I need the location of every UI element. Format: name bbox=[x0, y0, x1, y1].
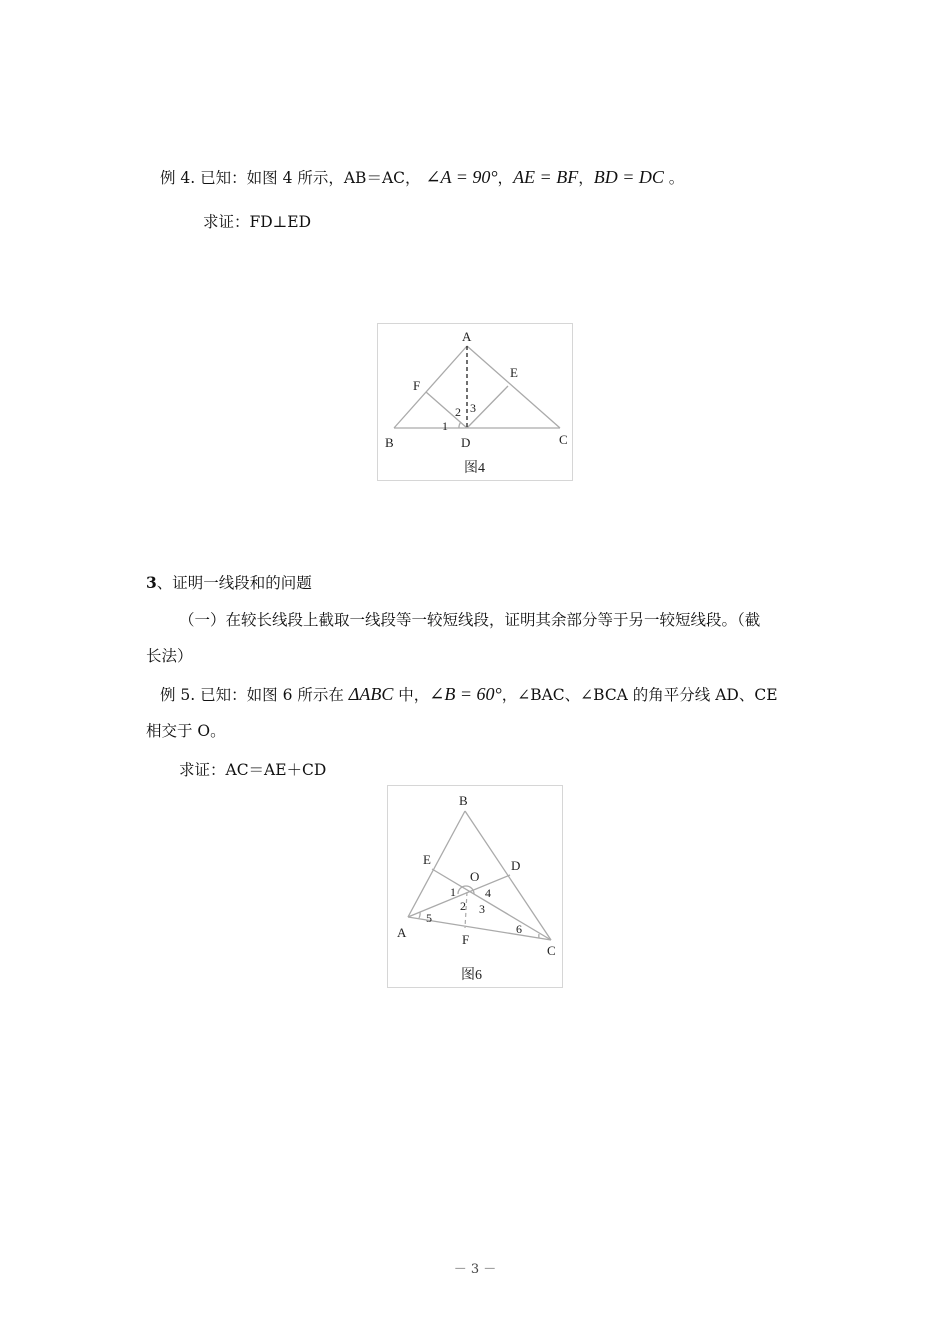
fig4-label-e: E bbox=[510, 365, 518, 380]
example5-rest: ，∠BAC、∠BCA 的角平分线 AD、CE bbox=[501, 686, 778, 704]
fig4-label-1: 1 bbox=[442, 419, 448, 433]
example5-line-2: 相交于 O。 bbox=[146, 722, 226, 740]
fig4-label-f: F bbox=[413, 378, 421, 393]
fig4-label-a: A bbox=[462, 329, 472, 344]
example4-statement bbox=[160, 167, 684, 188]
figure-4 bbox=[377, 323, 573, 481]
fig6-label-5: 5 bbox=[426, 911, 432, 925]
example4-end: 。 bbox=[663, 169, 685, 187]
fig4-label-2: 2 bbox=[455, 405, 461, 419]
fig6-label-4: 4 bbox=[485, 886, 491, 900]
fig4-side-ac bbox=[467, 346, 560, 428]
figure-6-diagram bbox=[388, 786, 562, 987]
fig6-label-b: B bbox=[459, 793, 468, 808]
example4-sep2: ， bbox=[578, 169, 594, 187]
fig4-label-3: 3 bbox=[470, 401, 476, 415]
example4-bd-dc: BD = DC bbox=[593, 167, 664, 187]
fig4-caption: 图4 bbox=[464, 461, 485, 476]
example4-label: 例 4. 已知：如图 4 所示，AB＝AC， bbox=[160, 169, 421, 187]
section3-title: 、证明一线段和的问题 bbox=[156, 574, 312, 592]
fig6-caption: 图6 bbox=[461, 968, 482, 983]
fig6-label-2: 2 bbox=[460, 899, 466, 913]
example5-angle-b: ∠B = 60° bbox=[429, 684, 502, 704]
fig6-label-a: A bbox=[397, 925, 407, 940]
fig6-bisector-ad bbox=[408, 875, 510, 917]
method-line-2: 长法） bbox=[146, 647, 193, 665]
fig6-label-c: C bbox=[547, 943, 556, 958]
section3-heading bbox=[146, 573, 312, 593]
fig4-label-b: B bbox=[385, 435, 394, 450]
fig6-label-e: E bbox=[423, 852, 431, 867]
fig6-side-ab bbox=[408, 811, 465, 917]
example4-ae-bf: AE = BF bbox=[513, 167, 579, 187]
section3-number: 3 bbox=[146, 573, 157, 592]
figure-4-diagram bbox=[378, 324, 572, 480]
fig4-angle-1-arc bbox=[459, 422, 461, 428]
example4-sep1: ， bbox=[497, 169, 514, 187]
example5-triangle: ΔABC bbox=[348, 684, 394, 704]
fig6-label-f: F bbox=[462, 932, 470, 947]
page-number: － 3 － bbox=[453, 1262, 497, 1277]
example5-statement bbox=[160, 684, 778, 705]
method-line-1: （一）在较长线段上截取一线段等一较短线段，证明其余部分等于另一较短线段。（截 bbox=[179, 611, 761, 629]
figure-6 bbox=[387, 785, 563, 988]
example5-prove: 求证：AC＝AE＋CD bbox=[179, 761, 327, 779]
fig6-bisector-ce bbox=[432, 869, 551, 940]
fig6-label-3: 3 bbox=[479, 902, 485, 916]
example5-mid: 中， bbox=[393, 686, 430, 704]
fig6-label-1: 1 bbox=[450, 885, 456, 899]
example4-prove: 求证：FD⊥ED bbox=[203, 213, 312, 231]
fig4-label-d: D bbox=[461, 435, 471, 450]
fig6-label-6: 6 bbox=[516, 922, 522, 936]
fig4-label-c: C bbox=[559, 432, 568, 447]
example5-label: 例 5. 已知：如图 6 所示在 bbox=[160, 686, 344, 704]
fig6-label-d: D bbox=[511, 858, 521, 873]
example4-angle-a: ∠A = 90° bbox=[425, 167, 498, 187]
fig6-label-o: O bbox=[470, 869, 480, 884]
